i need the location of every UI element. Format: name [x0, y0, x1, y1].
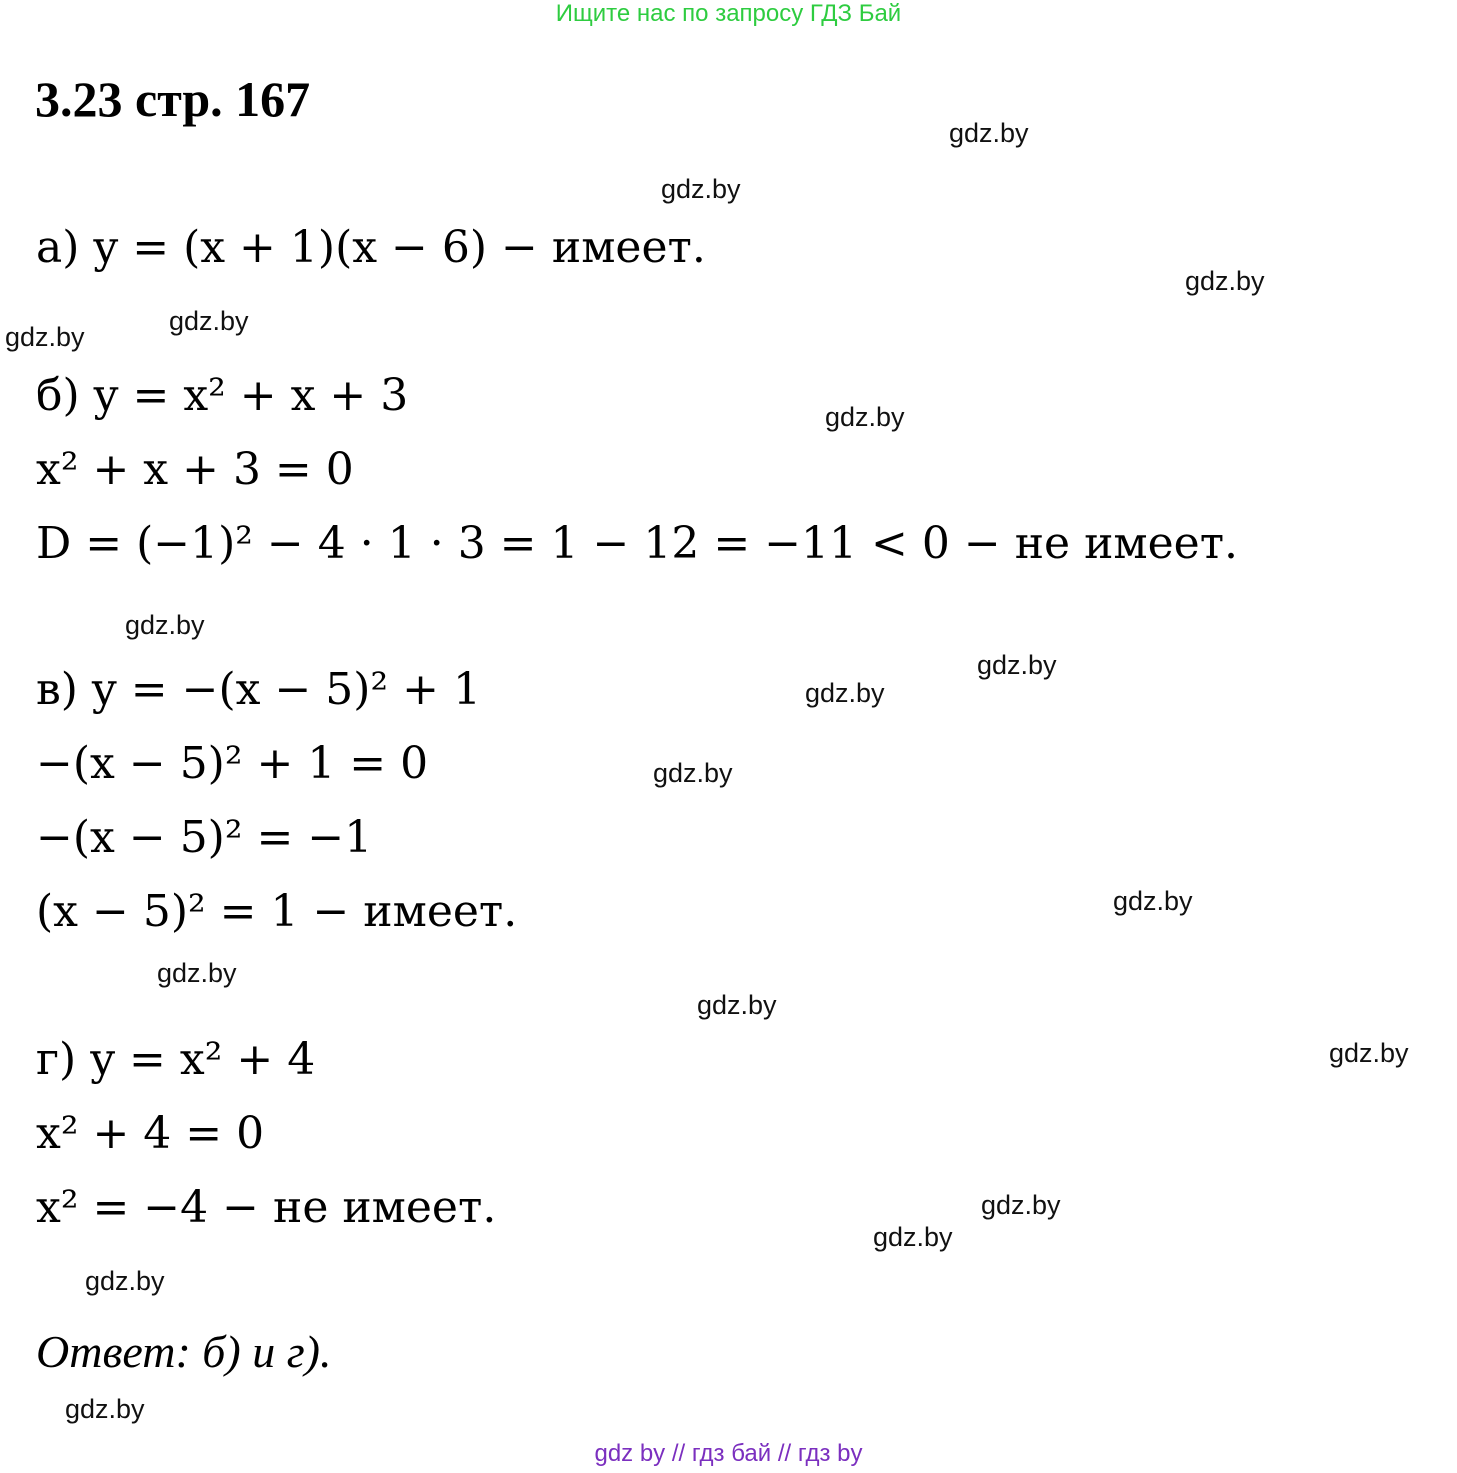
watermark: gdz.by: [1185, 266, 1265, 296]
solution-line-v-4: (x − 5)² = 1 − имеет.: [36, 886, 518, 937]
watermark: gdz.by: [85, 1266, 165, 1296]
top-banner: Ищите нас по запросу ГДЗ Бай: [555, 0, 902, 27]
solution-line-b-2: x² + x + 3 = 0: [36, 444, 354, 495]
solution-line-b-3: D = (−1)² − 4 · 1 · 3 = 1 − 12 = −11 < 0 − не имеет.: [36, 518, 1239, 569]
watermark: gdz.by: [5, 322, 85, 352]
solution-line-g-1: г) y = x² + 4: [36, 1034, 316, 1085]
watermark: gdz.by: [1329, 1038, 1409, 1068]
watermark: gdz.by: [157, 958, 237, 988]
solution-line-g-3: x² = −4 − не имеет.: [36, 1182, 497, 1233]
watermark: gdz.by: [169, 306, 249, 336]
problem-title: 3.23 стр. 167: [35, 71, 311, 127]
solution-line-g-2: x² + 4 = 0: [36, 1108, 265, 1159]
watermark: gdz.by: [977, 650, 1057, 680]
watermark: gdz.by: [65, 1394, 145, 1424]
solution-line-v-1: в) y = −(x − 5)² + 1: [36, 664, 481, 715]
watermark: gdz.by: [653, 758, 733, 788]
watermark: gdz.by: [805, 678, 885, 708]
solution-line-b-1: б) y = x² + x + 3: [36, 370, 409, 421]
watermark: gdz.by: [873, 1222, 953, 1252]
watermark: gdz.by: [949, 118, 1029, 148]
solution-line-v-3: −(x − 5)² = −1: [36, 812, 373, 863]
watermark: gdz.by: [661, 174, 741, 204]
footer-links: gdz by // гдз бай // гдз by: [594, 1440, 863, 1467]
watermark: gdz.by: [1113, 886, 1193, 916]
watermark: gdz.by: [125, 610, 205, 640]
solution-line-a: а) y = (x + 1)(x − 6) − имеет.: [36, 222, 706, 273]
answer-line: Ответ: б) и г).: [36, 1326, 332, 1377]
watermark: gdz.by: [825, 402, 905, 432]
solution-line-v-2: −(x − 5)² + 1 = 0: [36, 738, 429, 789]
watermark: gdz.by: [981, 1190, 1061, 1220]
watermark: gdz.by: [697, 990, 777, 1020]
